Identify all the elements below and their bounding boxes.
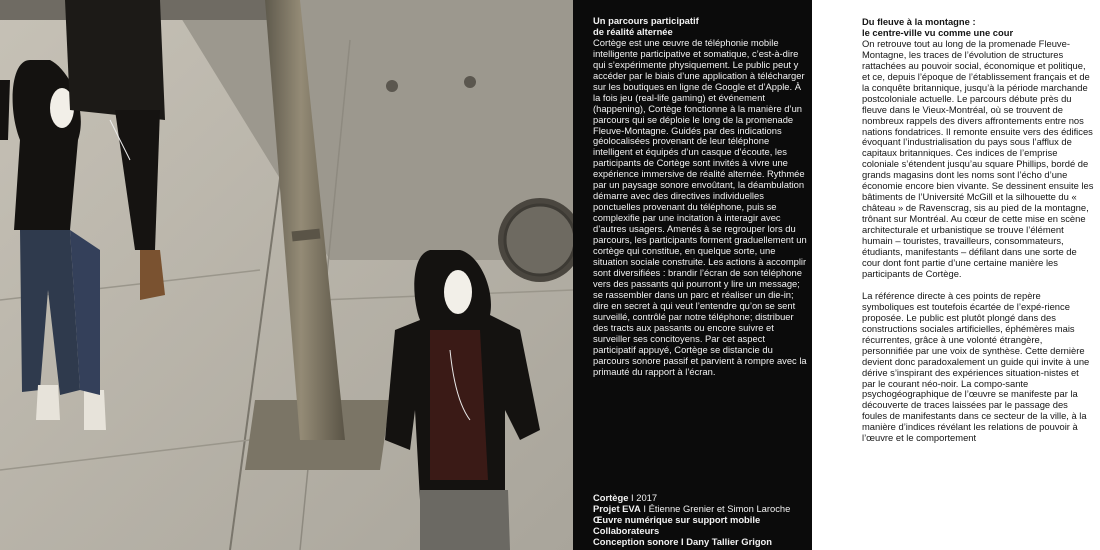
body-paragraph: Cortège est une œuvre de téléphonie mobile intelligente participative et somatique, c’est-à-dire qui s’expérimente physiquement. Le public peut y accéder par le biais d’une application à télécharger sur les boutiques en ligne de Google et d’Apple. À la fois jeu (real-life gaming) et événement (happening), Cortège fonctionne à la manière d’un parcours qui se déploie le long de la promenade Fleuve-Montagne. Guidés par des indications géolocalisées provenant de leur téléphone intelligent et équipés d’un casque d’écoute, les participants de Cortège sont invités à vivre une expérience immersive de réalité alternée. Rythmée par un paysage sonore envoûtant, la déambulation démarre avec des directives individuelles ponctuelles provenant du téléphone, puis se complexifie par une incitation à interagir avec d’autres usagers. Amenés à se regrouper lors du parcours, les participants forment graduellement un cortège qui constitue, en quelque sorte, une situation sociale construite. Les actions à accomplir sont diversifiées : brandir l’écran de son téléphone vers des passants qui pourront y lire un message; se rassembler dans un parc et réaliser un die-in; dire en secret à qui veut l’entendre qu’on se sent surveillé, contrôlé par notre téléphone; distribuer des tracts aux passants ou encore suivre et surveiller ses concitoyens. Par cet aspect participatif appuyé, Cortège se distancie du parcours sonore passif et parvient à rompre avec la primauté du rapport à l’écran. (593, 36, 807, 377)
heading-line-1: Un parcours participatif (593, 15, 699, 26)
credit-sound-design: Conception sonore I Dany Tallier Grigon (593, 536, 773, 547)
heading2-line-2: le centre-ville vu comme une cour (862, 26, 1014, 38)
heading2-line-1: Du fleuve à la montagne : (862, 16, 976, 27)
article-column-light (812, 0, 1100, 550)
credit-collaborators-heading: Collaborateurs (593, 525, 660, 536)
credit-project: Projet EVA (593, 503, 641, 514)
credit-medium: Œuvre numérique sur support mobile (593, 514, 761, 525)
credit-title: Cortège (593, 492, 629, 503)
small-drain-2 (464, 76, 476, 88)
section-heading-2 (862, 17, 1094, 39)
credit-authors: I Étienne Grenier et Simon Laroche (640, 503, 791, 514)
credits-block (593, 492, 807, 547)
manhole-cover-inner (505, 205, 573, 275)
credit-year: I 2017 (628, 492, 658, 503)
small-drain (386, 80, 398, 92)
heading-line-2: de réalité alternée (593, 25, 673, 37)
body-paragraph-1: On retrouve tout au long de la promenade Fleuve-Montagne, les traces de l’évolution de structures rattachées au pouvoir social, économique et politique, et ce, depuis l’époque de l’établissement français et de la conquête britannique, jusqu’à la période marchande postcoloniale actuelle. Le parcours débute près du fleuve dans le Vieux-Montréal, où se trouvent de nombreux rappels des divers affrontements entre nos nations fondatrices. Il remonte ensuite vers des édifices évoquant l’industrialisation du pays sous l’afflux de capitaux britanniques. Ces indices de l’emprise coloniale s’étendent jusqu’au square Phillips, bordé de grands magasins dont les noms sont l’écho d’une économie encore bien vivante. Se dessinent ensuite les bâtiments de l’Université McGill et la silhouette du « château » de Ravenscrag, sis au pied de la montagne, trônant sur Montréal. Au cœur de cette mise en scène architecturale et urbanistique se trouve l’élément humain – touristes, travailleurs, consommateurs, étudiants, manifestants – défilant dans une sorte de cour dont font partie d’une certaine manière les participants de Cortège. (862, 37, 1094, 279)
body-paragraph-2: La référence directe à ces points de repère symboliques est toutefois écartée de l’expé-rience proposée. Le public est plutôt plongé dans des constructions sociales artificielles, éphémères mais récurrentes, grâce à une volonté étrangère, personnifiée par une voix de synthèse. Cette dernière devient donc paradoxalement un guide qui invite à une dérive s’inspirant des expériences situation-nistes et par le courant néo-noir. La compo-sante psychogéographique de l’œuvre se manifeste par la découverte de traces laissées par le passage des foules de manifestants dans ce secteur de la ville, à la manière d’indices révélant les relations de pouvoir à l’œuvre et le comportement (862, 289, 1090, 444)
section-heading (593, 16, 807, 38)
article-column-dark (573, 0, 812, 550)
